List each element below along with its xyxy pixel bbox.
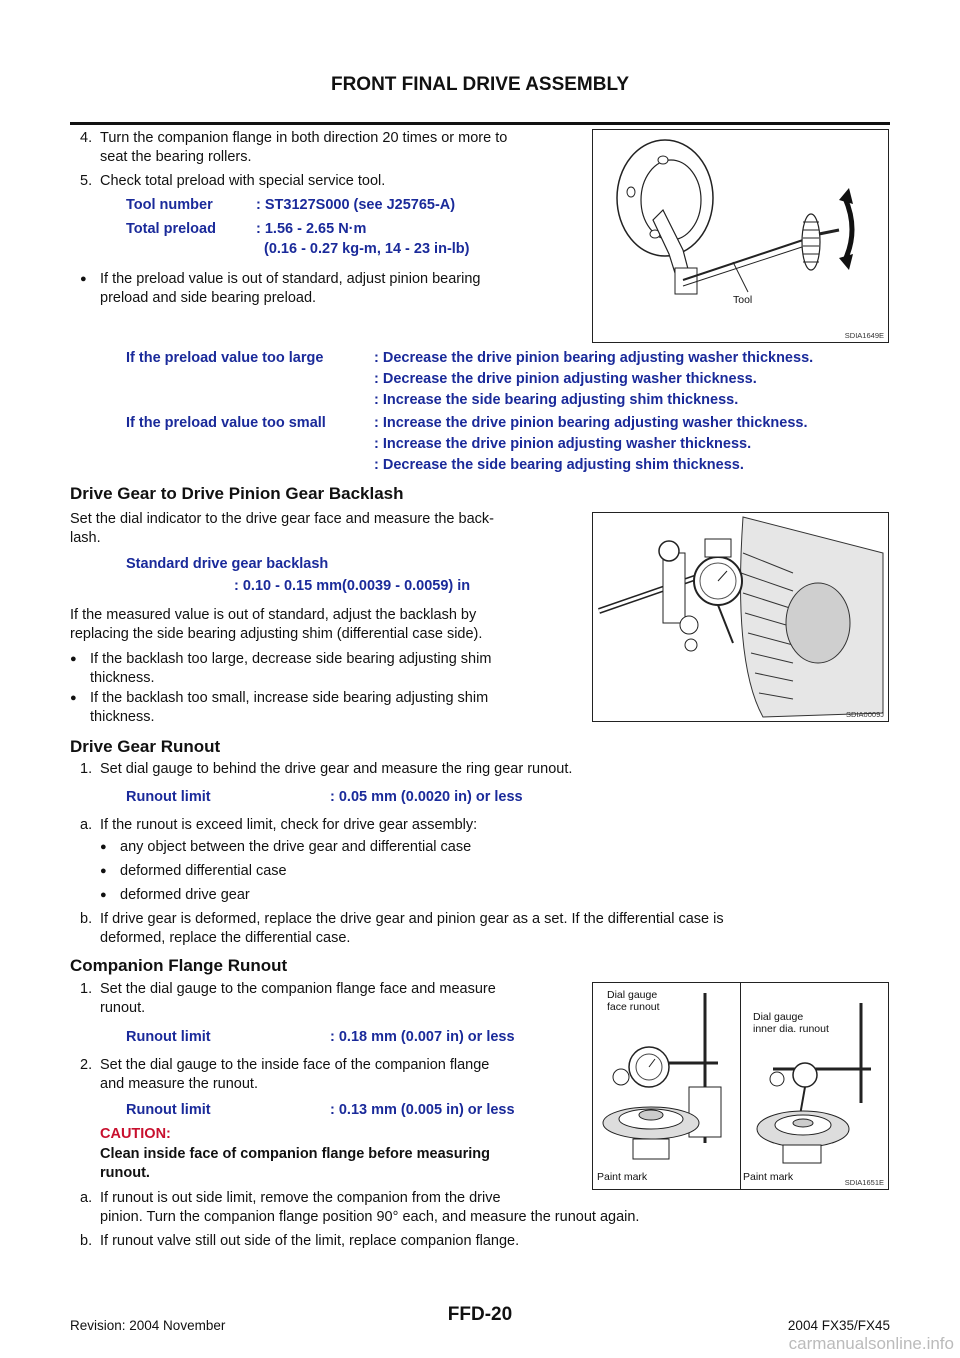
step-5 [80, 172, 580, 191]
total-preload-value-alt: (0.16 - 0.27 kg-m, 14 - 23 in-lb) [264, 241, 470, 257]
flange-step-a [80, 1189, 890, 1227]
step-text: If drive gear is deformed, replace the drive gear and pinion gear as a set. If the differential case is [100, 911, 724, 927]
flange-limit1-value: : 0.18 mm (0.007 in) or less [330, 1029, 515, 1045]
step-text: and measure the runout. [100, 1076, 258, 1092]
flange-step-2 [80, 1056, 580, 1094]
figure-flange-runout [592, 982, 889, 1190]
preload-large-item: : Increase the side bearing adjusting shim thickness. [374, 392, 739, 408]
preload-large-label: If the preload value too large [126, 350, 324, 366]
runout-step-b [80, 910, 890, 948]
header-rule [70, 122, 890, 125]
caution-text [100, 1145, 580, 1183]
caution-title: CAUTION: [100, 1126, 171, 1142]
caution-line: Clean inside face of companion flange before measuring [100, 1146, 490, 1162]
step-text: seat the bearing rollers. [100, 149, 252, 165]
figure-label-tool: Tool [733, 294, 753, 306]
step-number: 1. [80, 761, 93, 777]
bullet-text: thickness. [90, 709, 155, 725]
figure-code: SDIA1649E [844, 331, 884, 340]
runout-limit-value: : 0.05 mm (0.0020 in) or less [330, 789, 523, 805]
step-letter: a. [80, 1190, 93, 1206]
total-preload-label: Total preload [126, 221, 216, 237]
step-text: deformed, replace the differential case. [100, 930, 351, 946]
figure-code: SDIA0009J [846, 710, 884, 719]
paint-mark-left: Paint mark [597, 1171, 648, 1183]
runout-step-a [80, 816, 890, 835]
section-heading-backlash: Drive Gear to Drive Pinion Gear Backlash [70, 484, 404, 503]
flange-step-b [80, 1232, 890, 1251]
step-number: 1. [80, 981, 93, 997]
figure-label: face runout [607, 1001, 660, 1013]
backlash-std-value: : 0.10 - 0.15 mm(0.0039 - 0.0059) in [234, 578, 471, 594]
runout-check-list [100, 838, 471, 905]
tool-number-label: Tool number [126, 197, 213, 213]
figure-label: Dial gauge [607, 989, 658, 1001]
tool-number-value: : ST3127S000 (see J25765-A) [256, 197, 456, 213]
figure-code: SDIA1651E [844, 1178, 884, 1187]
preload-small-item: : Increase the drive pinion bearing adjusting washer thickness. [374, 415, 808, 431]
flange-limit2-label: Runout limit [126, 1102, 211, 1118]
dial-indicator-illustration [593, 513, 888, 721]
backlash-bullet-2 [70, 689, 580, 727]
bullet-text: deformed drive gear [120, 887, 250, 903]
watermark: carmanualsonline.info [788, 1334, 954, 1353]
preload-small-item: : Decrease the side bearing adjusting shim thickness. [374, 457, 744, 473]
step-4 [80, 129, 580, 167]
step-text: pinion. Turn the companion flange position 90° each, and measure the runout again. [100, 1209, 640, 1225]
step-text: If the runout is exceed limit, check for drive gear assembly: [100, 817, 478, 833]
bullet-icon: ● [70, 653, 77, 665]
figure-dial-indicator [592, 512, 889, 722]
footer-model: 2004 FX35/FX45 [787, 1318, 890, 1333]
runout-step-1 [80, 760, 890, 779]
step-number: 4. [80, 130, 93, 146]
footer-revision: Revision: 2004 November [70, 1318, 226, 1333]
step-text: Turn the companion flange in both direction 20 times or more to [100, 130, 508, 146]
bullet-text: any object between the drive gear and differential case [120, 839, 472, 855]
bullet-text: If the backlash too small, increase side bearing adjusting shim [90, 690, 489, 706]
step-letter: b. [80, 1233, 93, 1249]
flange-runout-illustration [593, 983, 888, 1189]
preload-tool-illustration [593, 130, 888, 342]
step-text: runout. [100, 1000, 146, 1016]
paragraph-line: Set the dial indicator to the drive gear face and measure the back- [70, 511, 494, 527]
step-text: If runout is out side limit, remove the companion from the drive [100, 1190, 501, 1206]
backlash-bullet-1 [70, 650, 580, 688]
page-number: FFD-20 [447, 1304, 513, 1325]
backlash-std-label: Standard drive gear backlash [126, 556, 329, 572]
bullet-icon: ● [80, 273, 87, 285]
bullet-icon: ● [70, 692, 77, 704]
flange-limit2-value: : 0.13 mm (0.005 in) or less [330, 1102, 515, 1118]
section-heading-flange: Companion Flange Runout [70, 956, 288, 975]
bullet-icon: ● [100, 889, 107, 901]
step-number: 5. [80, 173, 93, 189]
paragraph-line: lash. [70, 530, 101, 546]
paint-mark-right: Paint mark [743, 1171, 794, 1183]
step-text: Check total preload with special service tool. [100, 173, 386, 189]
bullet-text: If the backlash too large, decrease side bearing adjusting shim [90, 651, 492, 667]
preload-large-item: : Decrease the drive pinion adjusting washer thickness. [374, 371, 757, 387]
bullet-text: thickness. [90, 670, 155, 686]
backlash-intro [70, 510, 580, 548]
bullet-preload [80, 270, 580, 308]
preload-large-item: : Decrease the drive pinion bearing adjusting washer thickness. [374, 350, 814, 366]
figure-tool-preload [592, 129, 889, 343]
step-text: If runout valve still out side of the limit, replace companion flange. [100, 1233, 520, 1249]
bullet-text: preload and side bearing preload. [100, 290, 317, 306]
figure-label: inner dia. runout [753, 1023, 829, 1035]
paragraph-line: replacing the side bearing adjusting shim (differential case side). [70, 626, 483, 642]
step-text: Set the dial gauge to the companion flange face and measure [100, 981, 496, 997]
step-letter: b. [80, 911, 93, 927]
step-number: 2. [80, 1057, 93, 1073]
backlash-paragraph [70, 606, 580, 644]
step-letter: a. [80, 817, 93, 833]
step-text: Set dial gauge to behind the drive gear and measure the ring gear runout. [100, 761, 573, 777]
runout-limit-label: Runout limit [126, 789, 211, 805]
section-heading-runout: Drive Gear Runout [70, 737, 221, 756]
preload-small-label: If the preload value too small [126, 415, 326, 431]
bullet-text: deformed differential case [120, 863, 287, 879]
flange-step-1 [80, 980, 580, 1018]
step-text: Set the dial gauge to the inside face of the companion flange [100, 1057, 490, 1073]
caution-line: runout. [100, 1165, 150, 1181]
bullet-icon: ● [100, 865, 107, 877]
total-preload-value: : 1.56 - 2.65 N·m [256, 221, 367, 237]
bullet-text: If the preload value is out of standard, adjust pinion bearing [100, 271, 481, 287]
preload-small-item: : Increase the drive pinion adjusting washer thickness. [374, 436, 752, 452]
figure-label: Dial gauge [753, 1011, 804, 1023]
flange-limit1-label: Runout limit [126, 1029, 211, 1045]
paragraph-line: If the measured value is out of standard, adjust the backlash by [70, 607, 477, 623]
page-title: FRONT FINAL DRIVE ASSEMBLY [330, 74, 630, 95]
bullet-icon: ● [100, 841, 107, 853]
